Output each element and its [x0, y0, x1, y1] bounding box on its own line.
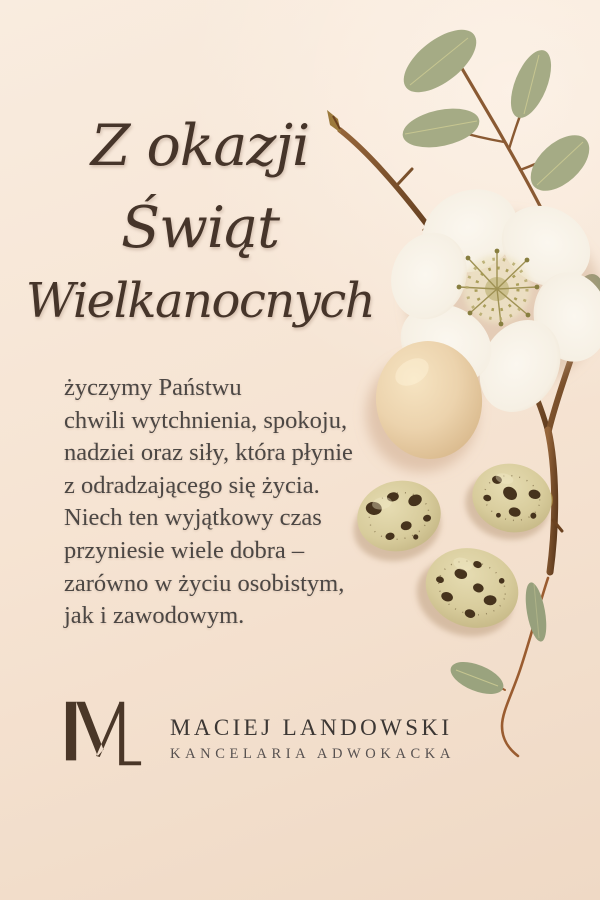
- greeting-text: [64, 372, 424, 633]
- greeting-line: chwili wytchnienia, spokoju,: [64, 406, 348, 434]
- greeting-line: życzymy Państwu: [64, 374, 242, 401]
- heading-line-3: Wielkanocnych: [25, 273, 375, 329]
- heading-line-2: Świąt: [121, 195, 279, 261]
- monogram-letter-m: [66, 702, 123, 761]
- law-firm-logo: [63, 699, 455, 771]
- monogram-letter-l: [119, 702, 141, 765]
- logo-text-block: [170, 707, 455, 763]
- greeting-line: nadziei oraz siły, która płynie: [64, 439, 353, 467]
- heading-line-1: Z okazji: [90, 113, 310, 179]
- greeting-line: zarówno w życiu osobistym,: [64, 569, 345, 597]
- logo-subtitle: KANCELARIA ADWOKACKA: [170, 746, 455, 762]
- logo-name: MACIEJ LANDOWSKI: [170, 715, 453, 740]
- ml-monogram-icon: [63, 699, 145, 771]
- quail-egg-icon: [458, 454, 559, 548]
- card-heading: [8, 113, 392, 329]
- greeting-line: przyniesie wiele dobra –: [64, 536, 305, 564]
- greeting-line: z odradzającego się życia.: [64, 471, 320, 499]
- quail-egg-icon: [406, 535, 528, 650]
- greeting-line: jak i zawodowym.: [64, 602, 245, 630]
- greeting-line: Niech ten wyjątkowy czas: [64, 504, 322, 532]
